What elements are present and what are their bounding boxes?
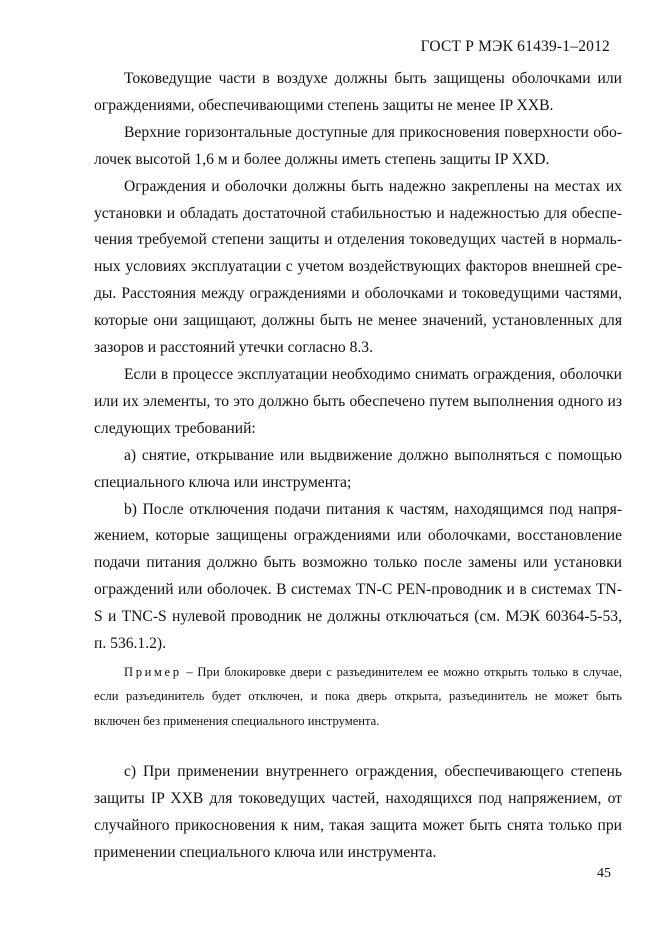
note-label: Пример (124, 664, 182, 679)
paragraph-top-surfaces: Верхние горизонтальные доступные для прикосновения поверхности оболочек высотой 1,6 м и более должны иметь степень защиты IP XXD. (94, 123, 622, 168)
document-header: ГОСТ Р МЭК 61439-1–2012 (420, 38, 610, 55)
paragraph-item-c: с) При применении внутреннего ограждения, обеспечивающего степень защиты IP XXB для токоведущих частей, находящихся под напряжением, от случайного прикосновения к ним, такая защита может быть снята только при применении специального ключа или инструмента. (94, 763, 622, 862)
example-note (94, 660, 622, 734)
note-text: – При блокировке двери с разъединителем ее можно открыть только в случае, если разъединитель будет отключен, и пока дверь открыта, разъединитель не может быть включен без применения специального инструмента. (94, 664, 622, 728)
document-body (94, 66, 622, 867)
paragraph-live-parts: Токоведущие части в воздухе должны быть защищены оболочками или ограждениями, обеспечивающими степень защиты не менее IP ХХВ. (94, 70, 622, 114)
paragraph-item-b: b) После отключения подачи питания к частям, находящимся под напряжением, которые защищены ограждениями или оболочками, восстановление подачи питания должно быть возможно только после замены или установки ограждений или оболочек. В системах TN-C PEN-проводник и в системах TN-S и TNC-S нулевой проводник не должны отключаться (см. МЭК 60364-5-53, п. 536.1.2). (94, 500, 622, 653)
paragraph-item-a: а) снятие, открывание или выдвижение должно выполняться с помощью специального ключа или инструмента; (94, 446, 622, 491)
paragraph-fixing-barriers: Ограждения и оболочки должны быть надежно закреплены на местах их установки и обладать достаточной стабильностью и надежностью для обеспечения требуемой степени защиты и отделения токоведущих частей в нормальных условиях эксплуатации с учетом воздействующих факторов внешней среды. Расстояния между ограждениями и оболочками и токоведущими частями, которые они защищают, должны быть не менее значений, установленных для зазоров и расстояний утечки согласно 8.3. (94, 177, 622, 357)
page-number: 45 (597, 866, 611, 881)
paragraph-removal-requirements: Если в процессе эксплуатации необходимо снимать ограждения, оболочки или их элементы, то это должно быть обеспечено путем выполнения одного из следующих требований: (94, 365, 622, 437)
